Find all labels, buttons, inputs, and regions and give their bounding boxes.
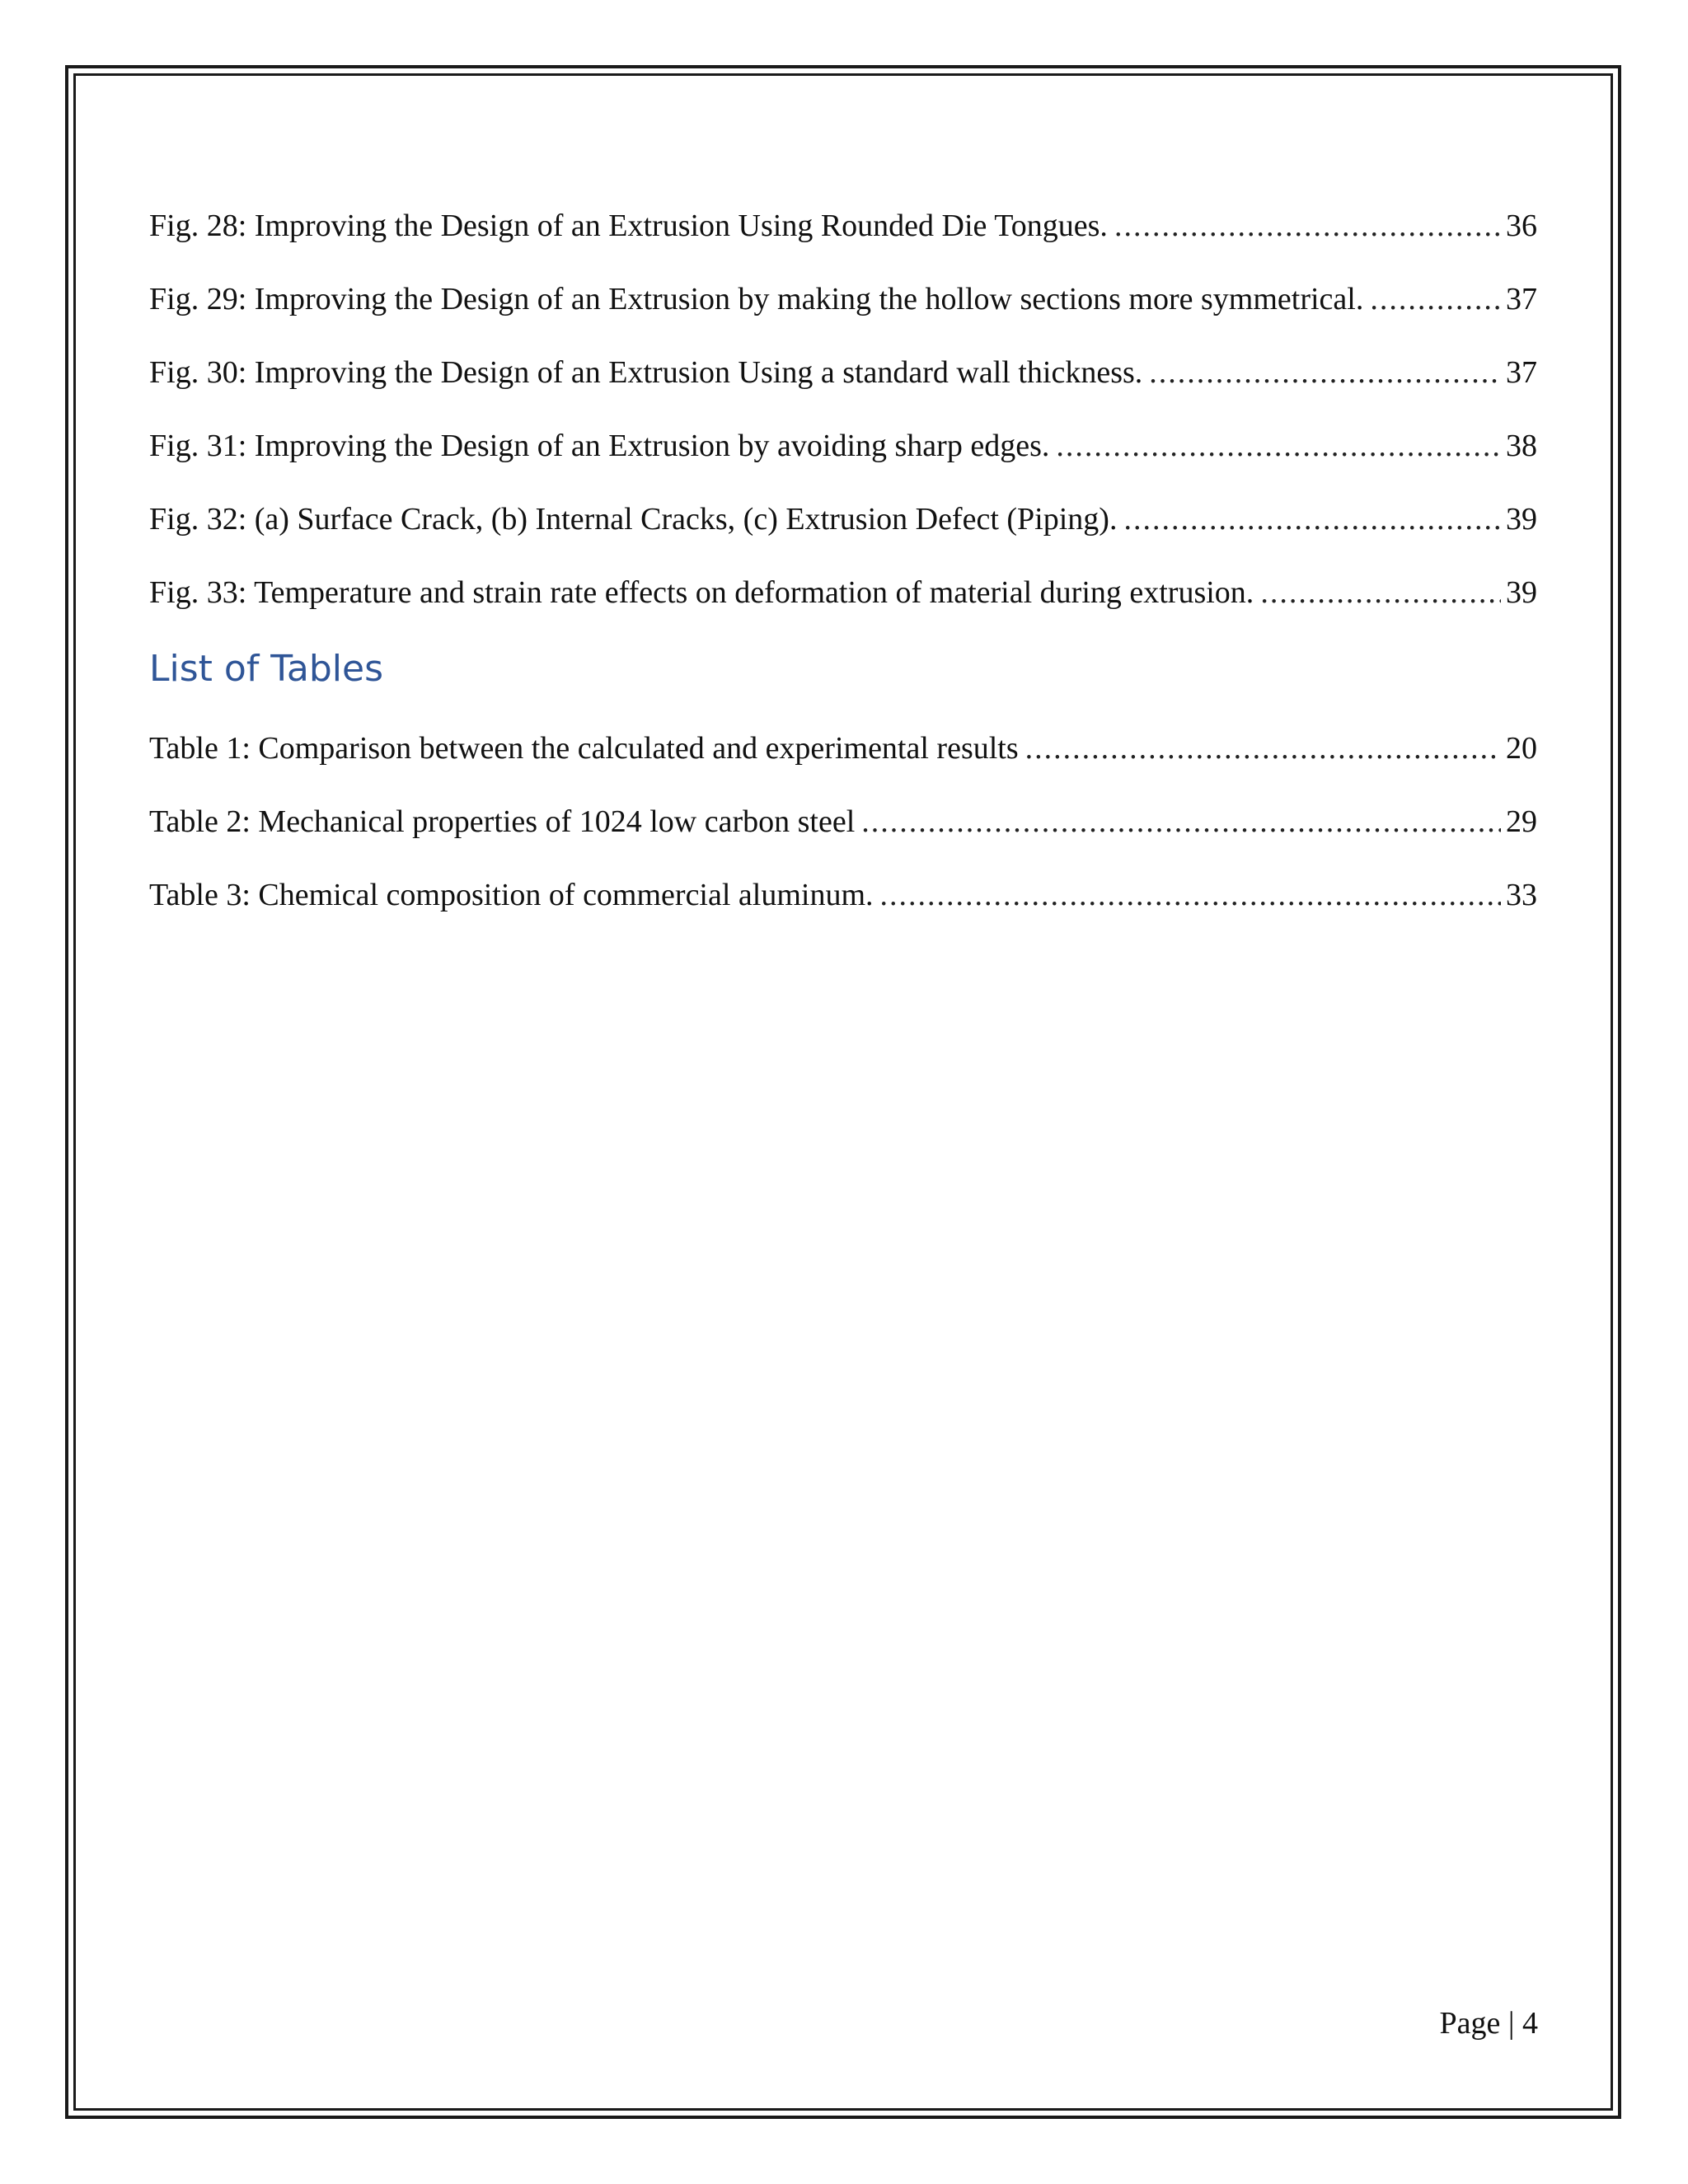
- toc-dot-leader: [880, 859, 1501, 932]
- toc-dot-leader: [1114, 190, 1501, 263]
- toc-dot-leader: [1149, 336, 1501, 410]
- toc-dot-leader: [1056, 410, 1501, 483]
- toc-dot-leader: [1123, 483, 1501, 556]
- toc-entry-table[interactable]: [149, 712, 1537, 785]
- toc-entry-figure[interactable]: [149, 410, 1537, 483]
- toc-entry-figure[interactable]: [149, 336, 1537, 410]
- toc-page-number: 36: [1506, 209, 1537, 243]
- toc-page-number: 39: [1506, 502, 1537, 537]
- toc-page-number: 29: [1506, 804, 1537, 839]
- toc-page-number: 38: [1506, 429, 1537, 463]
- toc-page-number: 33: [1506, 878, 1537, 912]
- toc-entry-text: Table 1: Comparison between the calculated and experimental results: [149, 731, 1019, 766]
- toc-page-number: 39: [1506, 575, 1537, 610]
- list-of-tables-heading: List of Tables: [149, 648, 384, 690]
- toc-page-number: 37: [1506, 355, 1537, 390]
- toc-entry-text: Table 3: Chemical composition of commercial aluminum.: [149, 878, 874, 912]
- toc-entry-table[interactable]: [149, 859, 1537, 932]
- toc-dot-leader: [1260, 556, 1501, 630]
- toc-entry-text: Fig. 32: (a) Surface Crack, (b) Internal Cracks, (c) Extrusion Defect (Piping).: [149, 502, 1118, 537]
- list-of-tables: [149, 712, 1537, 932]
- toc-entry-figure[interactable]: [149, 263, 1537, 336]
- toc-entry-text: Fig. 29: Improving the Design of an Extrusion by making the hollow sections more symmetrical.: [149, 282, 1364, 316]
- toc-dot-leader: [1025, 712, 1501, 785]
- toc-entry-text: Table 2: Mechanical properties of 1024 low carbon steel: [149, 804, 856, 839]
- toc-entry-table[interactable]: [149, 785, 1537, 859]
- toc-entry-figure[interactable]: [149, 483, 1537, 556]
- toc-entry-figure[interactable]: [149, 556, 1537, 630]
- toc-entry-text: Fig. 30: Improving the Design of an Extrusion Using a standard wall thickness.: [149, 355, 1143, 390]
- toc-entry-text: Fig. 28: Improving the Design of an Extrusion Using Rounded Die Tongues.: [149, 209, 1108, 243]
- toc-page-number: 37: [1506, 282, 1537, 316]
- toc-entry-figure[interactable]: [149, 190, 1537, 263]
- toc-dot-leader: [861, 785, 1501, 859]
- toc-entry-text: Fig. 33: Temperature and strain rate effects on deformation of material during extrusion.: [149, 575, 1254, 610]
- toc-dot-leader: [1370, 263, 1501, 336]
- toc-entry-text: Fig. 31: Improving the Design of an Extrusion by avoiding sharp edges.: [149, 429, 1050, 463]
- toc-page-number: 20: [1506, 731, 1537, 766]
- page-number-footer: Page | 4: [1439, 2006, 1538, 2041]
- document-content: [149, 190, 1537, 932]
- list-of-figures: [149, 190, 1537, 630]
